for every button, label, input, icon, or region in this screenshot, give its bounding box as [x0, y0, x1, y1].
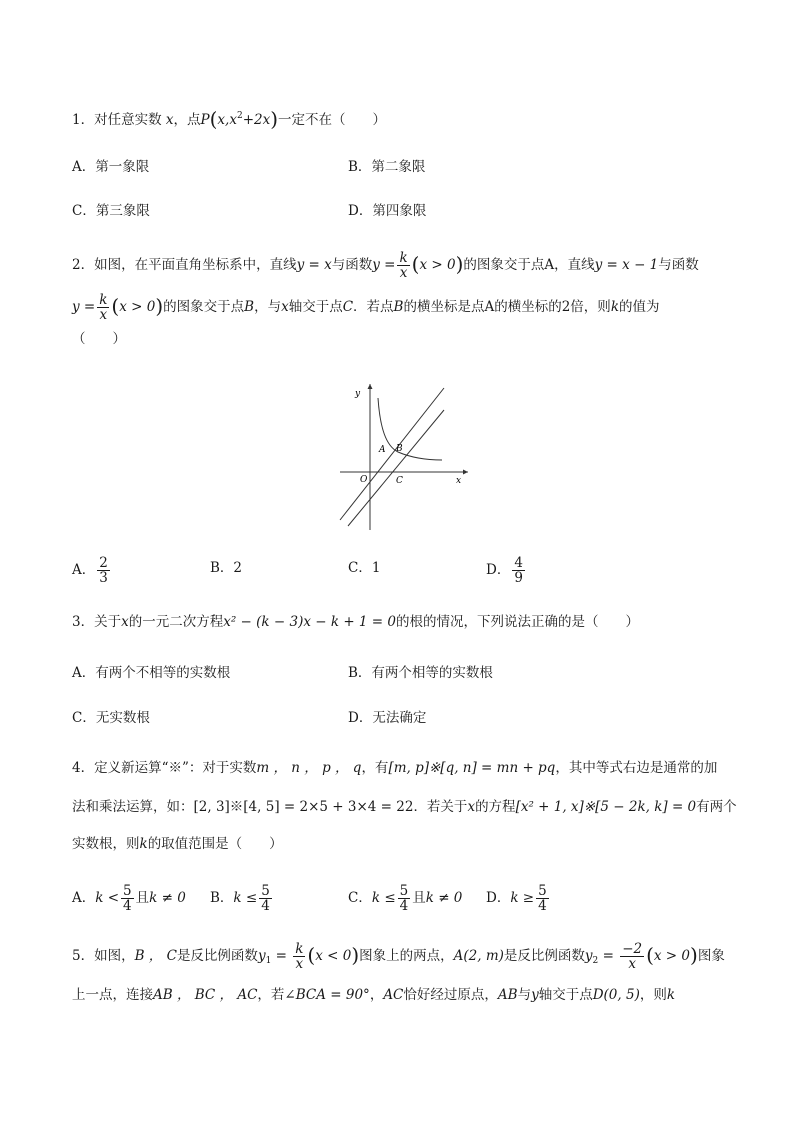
q1-option-d[interactable]: D．第四象限	[348, 203, 427, 219]
label-point-b: B	[396, 444, 403, 454]
math-point: D(0, 5)	[592, 987, 640, 1003]
stem-text: 与	[517, 987, 532, 1003]
math-fraction	[620, 942, 644, 971]
math-var: y	[584, 948, 593, 964]
math-equation: x² − (k − 3)x − k + 1 = 0	[223, 614, 396, 630]
math-point: B	[244, 299, 255, 315]
q3-option-d[interactable]: D．无法确定	[348, 710, 427, 726]
q2-option-d[interactable]	[486, 556, 527, 585]
label-y: y	[355, 389, 361, 399]
question-4-stem-line1	[72, 758, 717, 778]
numerator: 5	[123, 883, 132, 899]
question-5-stem-line2	[72, 985, 675, 1005]
stem-text: 对任意实数	[94, 112, 162, 128]
denominator: x	[628, 956, 636, 972]
stem-text: 的根的情况，下列说法正确的是（ ）	[396, 614, 639, 630]
q3-option-c[interactable]: C．无实数根	[72, 710, 150, 726]
stem-text: ，	[369, 987, 384, 1003]
question-1-stem: 1．对任意实数 x，点$P(x,x^2+2x)$一定不在（ ）	[72, 107, 387, 131]
stem-text: 上一点，连接	[72, 987, 153, 1003]
q4-option-b[interactable]	[210, 884, 274, 913]
question-number: 5．	[72, 948, 95, 964]
denominator: 4	[123, 898, 132, 914]
stem-text: ．若点	[353, 299, 394, 315]
y-axis-arrow	[368, 384, 373, 389]
math-expr: k ≥	[510, 890, 535, 906]
math-fraction	[97, 556, 110, 585]
question-number: 3．	[72, 614, 95, 630]
math-cond: x > 0	[119, 299, 156, 315]
math-vars: m ， n ， p ， q	[256, 760, 362, 776]
math-expr: k <	[95, 890, 120, 906]
question-2-stem-line1: 2．如图，在平面直角坐标系中，直线y = x与函数y = $\frac{k}{x}$ (x > 0)的图象交于点A，直线y = x − 1与函数	[72, 250, 699, 281]
stem-text: 是反比例函数	[176, 948, 258, 964]
numerator: 5	[538, 883, 547, 899]
option-label: C．	[348, 890, 372, 906]
math-expr: +2x	[242, 112, 271, 128]
math-angle: ∠BCA = 90°	[284, 987, 370, 1003]
question-4-stem-line3	[72, 834, 283, 854]
math-fraction	[259, 884, 272, 913]
numerator: k	[399, 250, 408, 266]
math-cond: x < 0	[315, 948, 352, 964]
math-coords: x,x	[217, 112, 237, 128]
math-var: y	[531, 987, 539, 1003]
stem-text: 如图，	[94, 948, 135, 964]
numerator: 5	[261, 883, 270, 899]
q2-option-b[interactable]: B．2	[210, 560, 243, 576]
question-number: 2．	[72, 257, 95, 273]
line-y-equals-x	[340, 388, 444, 520]
q4-option-d[interactable]	[486, 884, 551, 913]
stem-text: 的取值范围是（ ）	[147, 836, 283, 852]
stem-text: 的图象交于点A，直线	[463, 257, 595, 273]
stem-text: 是反比例函数	[503, 948, 585, 964]
stem-text: ．若关于	[413, 799, 468, 815]
math-point: A(2, m)	[453, 948, 504, 964]
math-var: y	[257, 948, 266, 964]
math-var: x	[467, 799, 476, 815]
denominator: 3	[99, 570, 108, 586]
math-expr: y = x − 1	[594, 257, 659, 273]
denominator: x	[399, 265, 408, 281]
option-label: B．	[210, 890, 234, 906]
q1-option-c[interactable]: C．第三象限	[72, 203, 150, 219]
numerator: 5	[399, 883, 409, 899]
math-var: k	[666, 987, 676, 1003]
denominator: 9	[514, 570, 523, 586]
q4-option-c[interactable]	[348, 884, 462, 913]
q1-option-b[interactable]: B．第二象限	[348, 159, 426, 175]
math-expr: y =	[372, 257, 396, 273]
math-var: k	[139, 836, 148, 852]
question-2-paren: （ ）	[72, 331, 126, 347]
option-label: A．	[72, 562, 96, 578]
line-y-equals-x-minus-1	[348, 410, 444, 526]
label-point-a: A	[379, 445, 386, 455]
stem-text: 有两个	[696, 799, 737, 815]
math-example: [2, 3]※[4, 5] = 2×5 + 3×4 = 22	[193, 799, 414, 815]
math-segment: AB	[497, 987, 518, 1003]
denominator: x	[295, 956, 304, 972]
question-2-stem-line2: y = $\frac{k}{x}$ (x > 0)的图象交于点B，与x轴交于点C．若点B的横坐标是点A的横坐标的2倍，则k的值为	[72, 292, 660, 323]
numerator: 2	[99, 555, 108, 571]
math-fraction	[121, 884, 134, 913]
stem-text: ，则	[639, 987, 667, 1003]
q4-option-a[interactable]	[72, 884, 186, 913]
option-text: 且	[135, 890, 150, 906]
math-var: x	[121, 614, 129, 630]
stem-text: 如图，在平面直角坐标系中，直线	[94, 257, 297, 273]
math-point: B	[393, 299, 404, 315]
stem-text: ，其中等式右边是通常的加	[555, 760, 718, 776]
stem-text: 关于	[94, 614, 122, 630]
stem-text: 定义新运算“※”：对于实数	[94, 760, 257, 776]
math-segment: AC	[383, 987, 404, 1003]
stem-text: 实数根，则	[72, 836, 140, 852]
stem-text: 图象	[697, 948, 725, 964]
option-text: 且	[412, 890, 426, 906]
stem-text: ，有	[361, 760, 389, 776]
q3-option-a[interactable]: A．有两个不相等的实数根	[72, 665, 231, 681]
denominator: x	[99, 307, 108, 323]
stem-text: 的图象交于点	[163, 299, 245, 315]
math-point: C	[342, 299, 354, 315]
math-segments: AB ， BC ， AC	[153, 987, 258, 1003]
stem-text: ，若	[257, 987, 285, 1003]
question-4-stem-line2	[72, 797, 737, 817]
option-label: D．	[486, 890, 511, 906]
stem-text: 的一元二次方程	[128, 614, 224, 630]
label-x: x	[456, 476, 462, 486]
stem-text: ，与	[254, 299, 282, 315]
q2-option-c[interactable]: C．1	[348, 560, 381, 576]
stem-text: 的横坐标是点A的横坐标的2倍，则	[403, 299, 611, 315]
question-5-stem-line1: 5．如图，B ， C是反比例函数$y_1$ = $\frac{k}{x}$ (x < 0)图象上的两点，A(2, m)是反比例函数$y_2$ = $\frac{-2}{x}$ (x > 0)图象	[72, 941, 725, 972]
math-expr: y =	[72, 299, 96, 315]
label-point-c: C	[396, 476, 403, 486]
label-origin: O	[360, 475, 368, 485]
math-fraction	[97, 293, 109, 322]
math-cond: x > 0	[419, 257, 456, 273]
stem-text: 的值为	[619, 299, 660, 315]
stem-text: 法和乘法运算，如：	[72, 799, 194, 815]
denominator: 4	[261, 898, 270, 914]
question-number: 4．	[72, 760, 95, 776]
math-expr: k ≤	[233, 890, 258, 906]
stem-text: 一定不在（ ）	[278, 112, 387, 128]
q2-figure	[334, 378, 474, 533]
stem-text: 的方程	[475, 799, 516, 815]
stem-text: 图象上的两点，	[359, 948, 454, 964]
stem-text: 与函数	[658, 257, 699, 273]
math-subscript: 2	[592, 956, 599, 966]
math-var: k	[610, 299, 619, 315]
stem-text: 与函数	[331, 257, 373, 273]
denominator: 4	[538, 898, 547, 914]
math-fraction	[397, 251, 409, 280]
math-fraction	[512, 556, 525, 585]
math-fraction	[398, 884, 411, 913]
math-fraction	[536, 884, 549, 913]
math-subscript: 1	[265, 956, 272, 966]
q2-option-a[interactable]	[72, 556, 112, 585]
math-var: x	[165, 112, 174, 128]
math-exponent: 2	[236, 111, 243, 121]
stem-text: 轴交于点	[538, 987, 593, 1003]
math-var: x	[281, 299, 289, 315]
numerator: k	[99, 292, 108, 308]
math-cond: x > 0	[653, 948, 691, 964]
math-expr: k ≤	[371, 890, 396, 906]
numerator: −2	[622, 941, 643, 957]
math-points: B ， C	[134, 948, 177, 964]
math-expr: k ≠ 0	[149, 890, 186, 906]
math-point: P	[200, 112, 210, 128]
stem-text: 恰好经过原点，	[403, 987, 498, 1003]
math-expr: y = x	[296, 257, 332, 273]
math-equation: [x² + 1, x]※[5 − 2k, k] = 0	[515, 799, 697, 815]
denominator: 4	[399, 898, 409, 914]
option-label: A．	[72, 890, 96, 906]
x-axis-arrow	[463, 470, 468, 475]
math-fraction	[293, 942, 305, 971]
math-definition: [m, p]※[q, n] = mn + pq	[388, 760, 556, 776]
stem-text: ，点	[173, 112, 201, 128]
stem-text: 轴交于点	[288, 299, 343, 315]
q1-option-a[interactable]: A．第一象限	[72, 159, 150, 175]
question-number: 1．	[72, 112, 95, 128]
numerator: 4	[514, 555, 523, 571]
question-3-stem	[72, 612, 639, 632]
numerator: k	[295, 941, 304, 957]
option-label: D．	[486, 562, 511, 578]
math-expr: k ≠ 0	[425, 890, 463, 906]
q3-option-b[interactable]: B．有两个相等的实数根	[348, 665, 493, 681]
